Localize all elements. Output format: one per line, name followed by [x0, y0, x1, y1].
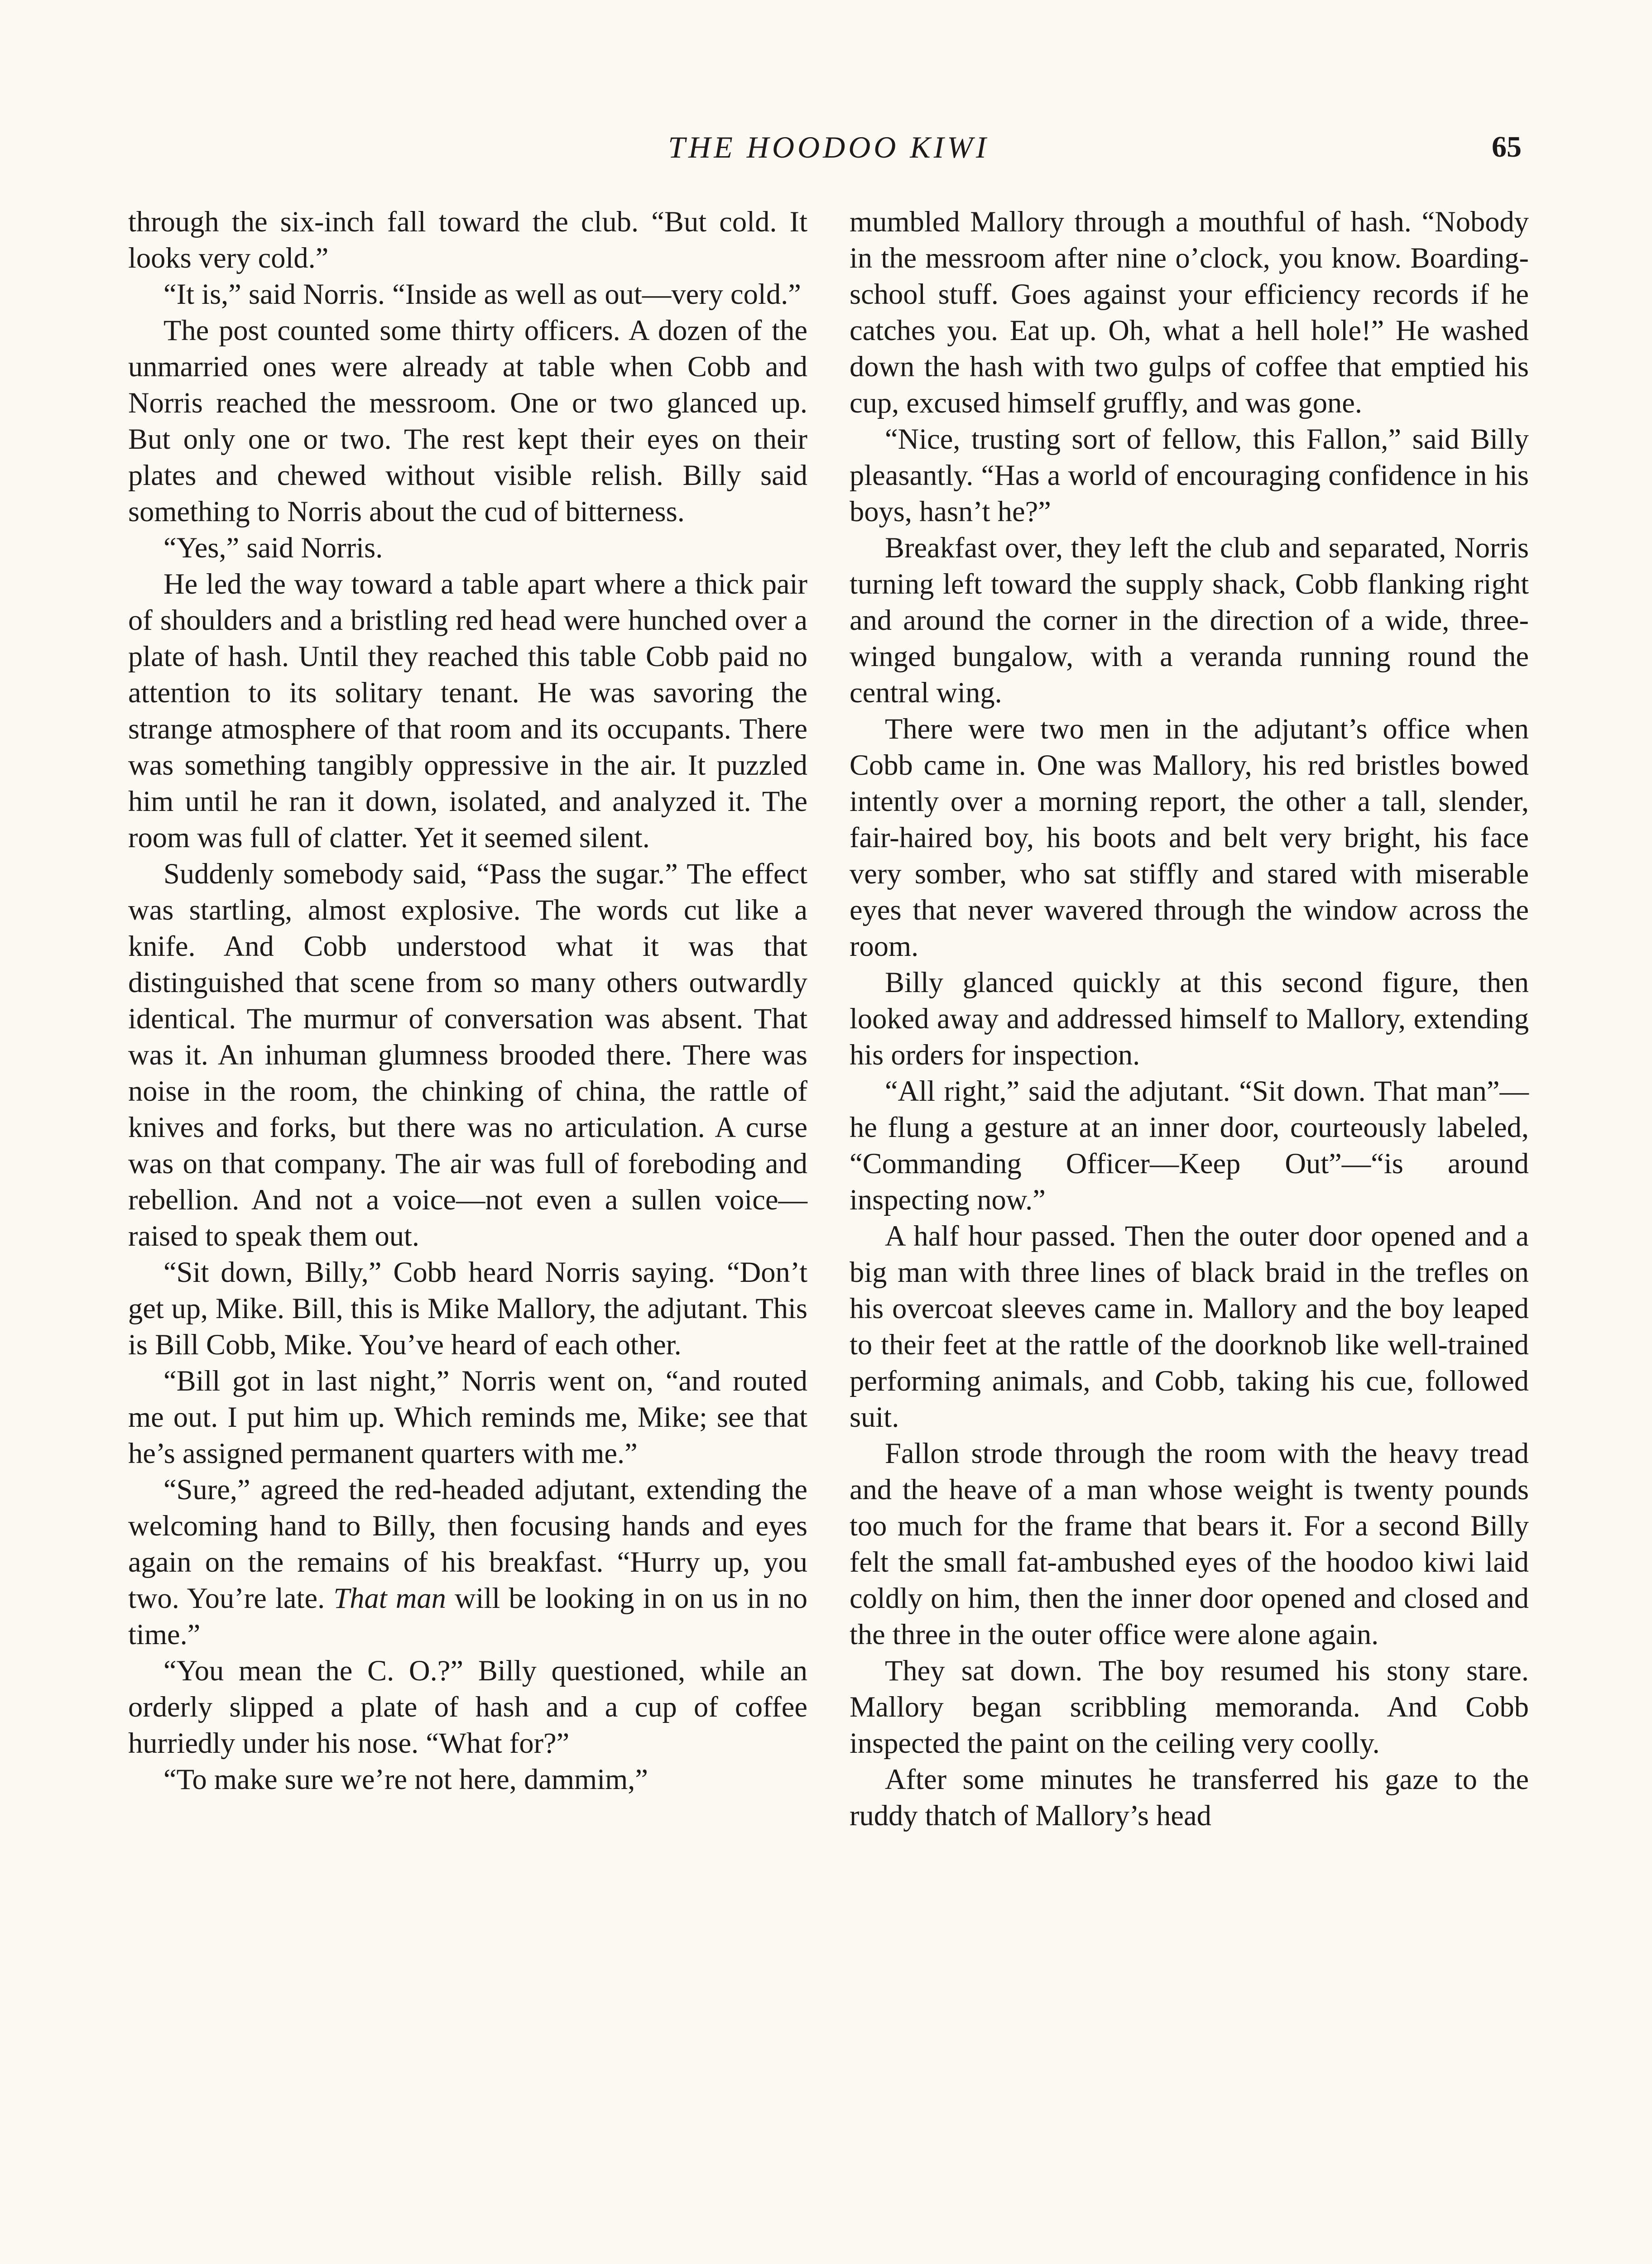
paragraph: “To make sure we’re not here, dammim,” [163, 1763, 648, 1795]
paragraph: There were two men in the adjutant’s office when Cobb came in. One was Mallory, his red bristles bowed intently over a morning report, the other a tall, slender, fair-haired boy, his boots and belt very bright, his face very somber, who sat stiffly and stared with miserable eyes that never wavered through the window across the room. [850, 713, 1529, 962]
paragraph: After some minutes he transferred his gaze to the ruddy thatch of Mallory’s head [850, 1763, 1529, 1832]
paragraph-text: “Sure,” agreed the red-headed adjutant, extending the welcoming hand to Billy, then focusing hands and eyes again on the remains of his breakfast. “Hurry up, you two. You’re late. [128, 1473, 807, 1614]
paragraph: mumbled Mallory through a mouthful of hash. “Nobody in the messroom after nine o’clock, you know. Boarding-school stuff. Goes against your efficiency records if he catches you. Eat up. Oh, what a hell hole!” He washed down the hash with two gulps of coffee that emptied his cup, excused himself gruffly, and was gone. [850, 206, 1529, 419]
paragraph: “Nice, trusting sort of fellow, this Fallon,” said Billy pleasantly. “Has a world of encouraging confidence in his boys, hasn’t he?” [850, 423, 1529, 528]
paragraph: He led the way toward a table apart where a thick pair of shoulders and a bristling red head were hunched over a plate of hash. Until they reached this table Cobb paid no attention to its solitary tenant. He was savoring the strange atmosphere of that room and its occupants. There was something tangibly oppressive in the air. It puzzled him until he ran it down, isolated, and analyzed it. The room was full of clatter. Yet it seemed silent. [128, 568, 807, 854]
running-head [0, 122, 1652, 172]
paragraph: Fallon strode through the room with the heavy tread and the heave of a man whose weight is twenty pounds too much for the frame that bears it. For a second Billy felt the small fat-ambushed eyes of the hoodoo kiwi laid coldly on him, then the inner door opened and closed and the three in the outer office were alone again. [850, 1437, 1529, 1650]
paragraph: Billy glanced quickly at this second figure, then looked away and addressed himself to Mallory, extending his orders for inspection. [850, 966, 1529, 1071]
running-title: THE HOODOO KIWI [668, 130, 989, 164]
paragraph: through the six-inch fall toward the club. “But cold. It looks very cold.” [128, 206, 807, 274]
paragraph [128, 1472, 807, 1653]
paragraph: “Yes,” said Norris. [163, 532, 383, 564]
page-number: 65 [1492, 130, 1522, 163]
paragraph: Breakfast over, they left the club and separated, Norris turning left toward the supply shack, Cobb flanking right and around the corner in the direction of a wide, three-winged bungalow, with a veranda running round the central wing. [850, 532, 1529, 709]
paragraph: “Sit down, Billy,” Cobb heard Norris saying. “Don’t get up, Mike. Bill, this is Mike Mallory, the adjutant. This is Bill Cobb, Mike. You’ve heard of each other. [128, 1256, 807, 1361]
right-column [850, 204, 1529, 1834]
paragraph-text: will be looking in on us in no time.” [128, 1582, 808, 1650]
left-column [128, 204, 807, 1798]
paragraph: “You mean the C. O.?” Billy questioned, while an orderly slipped a plate of hash and a cup of coffee hurriedly under his nose. “What for?” [128, 1655, 807, 1759]
italic-phrase: That man [333, 1582, 446, 1614]
paragraph: They sat down. The boy resumed his stony stare. Mallory began scribbling memoranda. And Cobb inspected the paint on the ceiling very coolly. [850, 1655, 1529, 1759]
paragraph: “Bill got in last night,” Norris went on, “and routed me out. I put him up. Which reminds me, Mike; see that he’s assigned permanent quarters with me.” [128, 1365, 807, 1469]
paragraph: A half hour passed. Then the outer door opened and a big man with three lines of black braid in the trefles on his overcoat sleeves came in. Mallory and the boy leaped to their feet at the rattle of the doorknob like well-trained performing animals, and Cobb, taking his cue, followed suit. [850, 1220, 1529, 1433]
paragraph: Suddenly somebody said, “Pass the sugar.” The effect was startling, almost explosive. The words cut like a knife. And Cobb understood what it was that distinguished that scene from so many others outwardly identical. The murmur of conversation was absent. That was it. An inhuman glumness brooded there. There was noise in the room, the chinking of china, the rattle of knives and forks, but there was no articulation. A curse was on that company. The air was full of foreboding and rebellion. And not a voice—not even a sullen voice—raised to speak them out. [128, 858, 807, 1252]
paragraph: The post counted some thirty officers. A dozen of the unmarried ones were already at table when Cobb and Norris reached the messroom. One or two glanced up. But only one or two. The rest kept their eyes on their plates and chewed without visible relish. Billy said something to Norris about the cud of bitterness. [128, 314, 807, 528]
paragraph: “It is,” said Norris. “Inside as well as out—very cold.” [163, 278, 801, 310]
paragraph: “All right,” said the adjutant. “Sit down. That man”—he flung a gesture at an inner door, courteously labeled, “Commanding Officer—Keep Out”—“is around inspecting now.” [850, 1075, 1529, 1216]
